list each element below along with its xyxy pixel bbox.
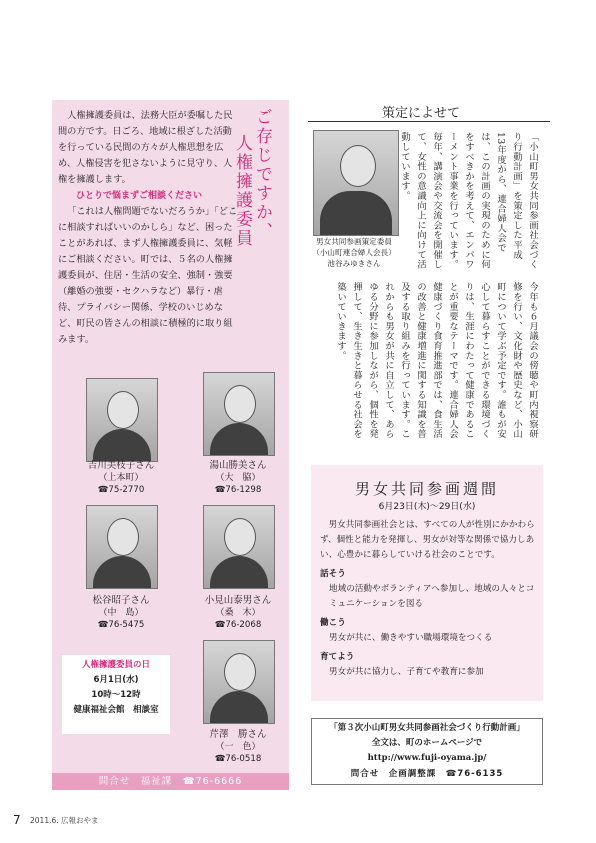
intro-paragraph-2: 「これは人権問題でないだろうか」「どこに相談すればいいのかしら」など、困ったことがあれば、まず人権擁護委員に、気軽にご相談ください。町では、５名の人権擁護委員が、住居・生活の安全、強制・強要（離婚の強要・セクハラなど）暴行・虐待、プライバシー関係、学校のいじめなど、町民の皆さんの相談に積極的に取り組みます。 xyxy=(58,206,238,345)
member-photo xyxy=(203,640,275,724)
week-item-head: 育てよう xyxy=(320,652,355,662)
member-area: （一 色） xyxy=(215,742,261,752)
footer-publication: 2011.6. 広報おやま xyxy=(30,816,99,825)
plan-url[interactable]: http://www.fuji-oyama.jp/ xyxy=(367,753,487,763)
member-name: 小見山泰男さん xyxy=(204,595,272,606)
plan-title: 「第３次小山町男女共同参画社会づくり行動計画」 xyxy=(329,723,525,733)
author-caption xyxy=(306,236,402,269)
member-name: 吉川美枝子さん xyxy=(87,460,155,471)
plan-line2: 全文は、町のホームページで xyxy=(371,738,483,748)
author-role: 男女共同参画策定委員 xyxy=(316,237,392,246)
member-area: （大 脇） xyxy=(215,473,261,483)
member-photo xyxy=(203,372,275,456)
week-title: 男女共同参画週間 xyxy=(354,480,499,498)
member-tel: ☎75-2770 xyxy=(97,485,145,495)
week-item-text: 男女が共に、働きやすい職場環境をつくる xyxy=(329,633,493,643)
author-photo xyxy=(313,130,399,236)
page-number: 7 xyxy=(13,813,21,827)
message-column-b: 今年も６月議会の傍聴や町内視察研修を行い、文化財や歴史など、小山町について学ぶ予定です。誰もが安心して暮らすことができる環境づくりは、生涯にわたって健康であることが重要なテーマです。連合婦人会健康づくり食育推進部では、食生活の改善と健康増進に関する知識を普及する取り組みを行っています。これからも男女が共に自立して、あらゆる分野に参加しながら、個性を発揮して、生き生きと暮らせる社会を築いていきます。 xyxy=(335,282,538,439)
member-name: 松谷昭子さん xyxy=(92,595,150,606)
author-org: （小山町連合婦人会長） xyxy=(312,248,396,257)
member-name: 芹澤 勝さん xyxy=(209,729,267,740)
week-item-head: 働こう xyxy=(320,618,346,628)
plan-contact: 問合せ 企画調整課 ☎76-6135 xyxy=(350,769,504,779)
week-item-text: 地域の活動やボランティアへ参加し、地域の人々とコミュニケーションを図る xyxy=(329,584,535,609)
author-name: 池谷みゆきさん xyxy=(327,259,381,268)
section-heading: 策定によせて xyxy=(382,106,461,121)
member-name: 湯山勝美さん xyxy=(209,460,267,471)
member-area: （中 島） xyxy=(98,608,144,618)
week-item-head: 話そう xyxy=(320,569,346,579)
message-column-a: 「小山町男女共同参画社会づくり行動計画」を策定した平成13年度から、連合婦人会では、この計画の実現のために何をすべきかを考えて、エンパワーメント事業を行っています。毎年、講演会や交流会を開催して、女性の意識向上に向けて活動しています。 xyxy=(399,132,538,270)
member-caption xyxy=(66,595,176,631)
heading-divider xyxy=(308,121,550,122)
member-caption xyxy=(66,460,176,496)
consult-subheading: ひとりで悩まずご相談ください xyxy=(76,191,203,201)
member-caption xyxy=(183,460,293,496)
member-photo xyxy=(203,505,275,589)
member-tel: ☎76-0518 xyxy=(214,754,262,764)
member-tel: ☎76-2068 xyxy=(214,620,262,630)
week-item-text: 男女が共に協力し、子育てや教育に参加 xyxy=(329,667,484,677)
member-caption xyxy=(183,595,293,631)
action-plan-box xyxy=(311,718,543,785)
member-photo xyxy=(86,378,158,462)
panel-title-line-1: ご存じですか、 xyxy=(252,108,272,241)
member-tel: ☎76-1298 xyxy=(214,485,262,495)
day-box-place: 健康福祉会館 相談室 xyxy=(73,705,159,715)
member-tel: ☎76-5475 xyxy=(97,620,145,630)
day-box-time: 10時～12時 xyxy=(91,690,141,700)
week-intro: 男女共同参画社会とは、すべての人が性別にかかわらず、個性と能力を発揮し、男女が対等な関係で協力しあい、心豊かに暮らしていける社会のことです。 xyxy=(320,520,535,560)
week-body xyxy=(320,518,538,680)
human-rights-day-box xyxy=(62,655,170,734)
welfare-contact-bar: 問合せ 福祉課 ☎76-6666 xyxy=(52,773,289,790)
day-box-date: 6月1日(水) xyxy=(93,675,139,685)
human-rights-intro xyxy=(58,108,238,368)
member-area: （上本町） xyxy=(98,473,144,483)
panel-title-line-2: 人権擁護委員 xyxy=(232,134,252,248)
week-dates: 6月23日(木)～29日(水) xyxy=(378,502,476,512)
member-caption xyxy=(183,729,293,765)
intro-paragraph-1: 人権擁護委員は、法務大臣が委嘱した民間の方です。日ごろ、地域に根ざした活動を行っている民間の方々が人権思想を広め、人権侵害を犯さないように見守り、人権を擁護します。 xyxy=(58,110,233,185)
member-area: （桑 木） xyxy=(215,608,261,618)
day-box-title: 人権擁護委員の日 xyxy=(81,660,150,670)
member-photo xyxy=(86,505,158,589)
